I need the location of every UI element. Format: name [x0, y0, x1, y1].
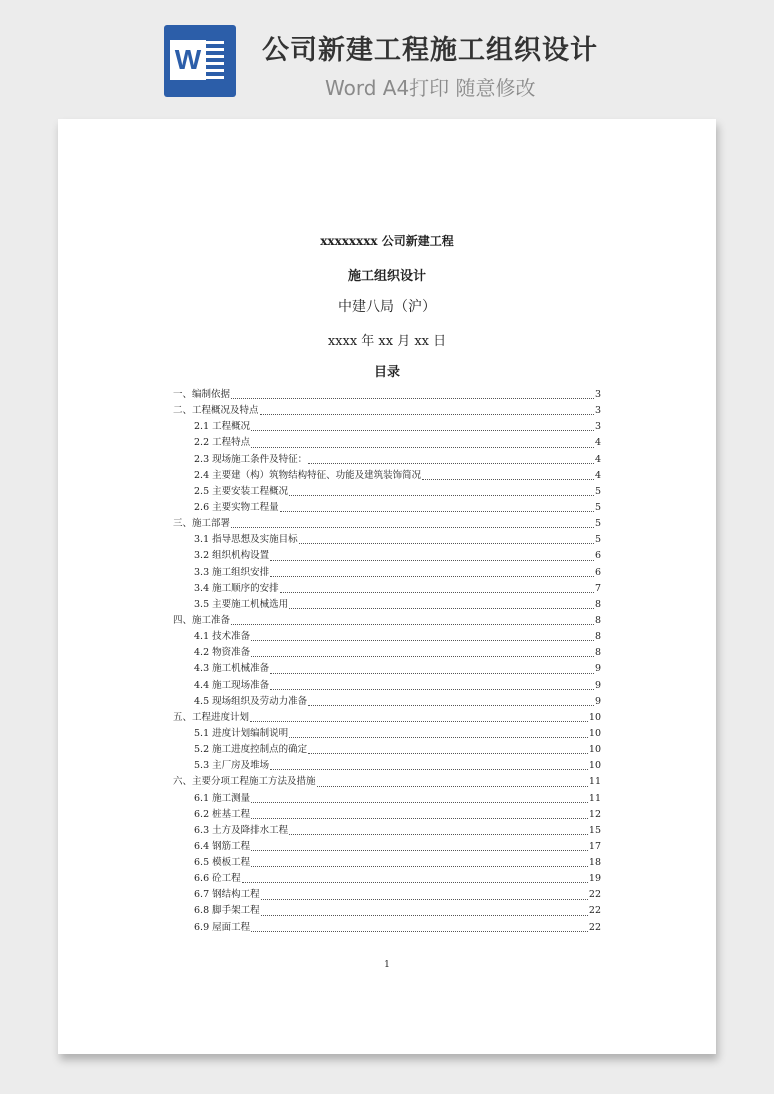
toc-entry-page: 5	[594, 485, 601, 497]
toc-entry[interactable]	[173, 807, 601, 823]
toc-heading: 目录	[373, 365, 400, 380]
toc-entry-label: 2.5 主要安装工程概况	[194, 485, 289, 497]
toc-dot-leader	[231, 527, 594, 528]
toc-entry[interactable]	[173, 597, 601, 613]
toc-entry-label: 4.5 现场组织及劳动力准备	[194, 695, 308, 707]
toc-entry-page: 4	[594, 469, 601, 481]
toc-dot-leader	[308, 705, 594, 706]
toc-entry-label: 3.1 指导思想及实施目标	[194, 534, 298, 546]
toc-entry-page: 3	[594, 405, 601, 417]
toc-entry-label: 三、施工部署	[173, 518, 231, 530]
toc-entry-page: 17	[588, 840, 601, 852]
toc-dot-leader	[251, 640, 594, 641]
toc-dot-leader	[270, 689, 594, 690]
toc-entry[interactable]	[173, 419, 601, 435]
toc-dot-leader	[270, 673, 594, 674]
toc-entry-label: 六、主要分项工程施工方法及措施	[173, 776, 316, 788]
toc-entry-page: 3	[594, 388, 601, 400]
toc-entry[interactable]	[173, 742, 601, 758]
toc-entry[interactable]	[173, 839, 601, 855]
toc-entry-label: 4.3 施工机械准备	[194, 663, 270, 675]
toc-entry-label: 4.2 物资准备	[194, 647, 251, 659]
toc-entry[interactable]	[173, 565, 601, 581]
toc-dot-leader	[251, 656, 594, 657]
toc-entry-page: 4	[594, 437, 601, 449]
toc-entry-page: 3	[594, 421, 601, 433]
toc-entry-page: 10	[588, 727, 601, 739]
toc-entry-page: 10	[588, 744, 601, 756]
toc-entry-page: 4	[594, 453, 601, 465]
toc-dot-leader	[251, 866, 588, 867]
toc-entry[interactable]	[173, 694, 601, 710]
toc-entry-label: 四、施工准备	[173, 614, 231, 626]
toc-entry-page: 22	[588, 921, 601, 933]
toc-entry-page: 22	[588, 905, 601, 917]
toc-entry-page: 8	[594, 614, 601, 626]
toc-entry-label: 2.4 主要建（构）筑物结构特征、功能及建筑装饰简况	[194, 469, 422, 481]
toc-entry-label: 6.5 模板工程	[194, 857, 251, 869]
toc-dot-leader	[308, 463, 594, 464]
toc-dot-leader	[251, 931, 588, 932]
toc-dot-leader	[251, 850, 588, 851]
toc-dot-leader	[251, 802, 588, 803]
toc-entry-label: 5.2 施工进度控制点的确定	[194, 744, 308, 756]
toc-entry-label: 3.5 主要施工机械选用	[194, 598, 289, 610]
toc-entry-page: 19	[588, 873, 601, 885]
toc-entry-label: 6.4 钢筋工程	[194, 840, 251, 852]
toc-entry-label: 5.3 主厂房及堆场	[194, 760, 270, 772]
toc-entry[interactable]	[173, 774, 601, 790]
toc-entry-page: 8	[594, 631, 601, 643]
doc-date: xxxx 年 xx 月 xx 日	[327, 334, 447, 349]
toc-entry-page: 18	[588, 857, 601, 869]
toc-entry-page: 11	[588, 776, 601, 788]
toc-dot-leader	[289, 737, 588, 738]
toc-entry[interactable]	[173, 435, 601, 451]
banner-title: 公司新建工程施工组织设计	[262, 35, 598, 66]
toc-entry-page: 9	[594, 663, 601, 675]
toc-dot-leader	[260, 414, 594, 415]
toc-entry-label: 一、编制依据	[173, 388, 231, 400]
toc-entry-label: 3.3 施工组织安排	[194, 566, 270, 578]
word-icon-letter: W	[170, 40, 206, 80]
toc-dot-leader	[250, 721, 588, 722]
toc-dot-leader	[231, 624, 594, 625]
toc-entry-page: 15	[588, 824, 601, 836]
toc-entry[interactable]	[173, 904, 601, 920]
toc-dot-leader	[280, 511, 594, 512]
toc-entry[interactable]	[173, 726, 601, 742]
toc-entry-label: 3.2 组织机构设置	[194, 550, 270, 562]
toc-dot-leader	[422, 479, 594, 480]
toc-entry-label: 6.6 砼工程	[194, 873, 241, 885]
toc-entry-label: 6.2 桩基工程	[194, 808, 251, 820]
toc-entry[interactable]	[173, 871, 601, 887]
toc-entry-label: 6.9 屋面工程	[194, 921, 251, 933]
toc-entry[interactable]	[173, 710, 601, 726]
toc-entry[interactable]	[173, 468, 601, 484]
table-of-contents	[173, 387, 601, 936]
toc-dot-leader	[261, 899, 588, 900]
toc-dot-leader	[242, 882, 588, 883]
toc-entry-page: 5	[594, 518, 601, 530]
page-number: 1	[384, 960, 390, 970]
toc-entry-page: 7	[594, 582, 601, 594]
toc-dot-leader	[289, 608, 594, 609]
toc-entry-page: 6	[594, 566, 601, 578]
toc-entry[interactable]	[173, 645, 601, 661]
toc-entry-page: 5	[594, 534, 601, 546]
banner-header	[0, 0, 774, 115]
toc-dot-leader	[270, 560, 594, 561]
toc-entry[interactable]	[173, 613, 601, 629]
document-page	[58, 119, 716, 1054]
toc-entry-page: 11	[588, 792, 601, 804]
toc-entry-label: 二、工程概况及特点	[173, 405, 259, 417]
toc-entry[interactable]	[173, 887, 601, 903]
toc-entry-label: 2.3 现场施工条件及特征：	[194, 453, 308, 465]
banner-subtitle: Word A4打印 随意修改	[325, 76, 536, 100]
doc-company-line: xxxxxxxx 公司新建工程	[320, 234, 454, 248]
toc-dot-leader	[261, 915, 588, 916]
toc-entry-page: 22	[588, 889, 601, 901]
word-icon-lines	[204, 41, 224, 83]
toc-dot-leader	[251, 447, 594, 448]
toc-entry-label: 4.4 施工现场准备	[194, 679, 270, 691]
toc-entry-label: 五、工程进度计划	[173, 711, 250, 723]
toc-entry-page: 5	[594, 501, 601, 513]
toc-entry[interactable]	[173, 500, 601, 516]
toc-entry-page: 8	[594, 598, 601, 610]
toc-entry[interactable]	[173, 387, 601, 403]
toc-entry[interactable]	[173, 452, 601, 468]
toc-entry[interactable]	[173, 855, 601, 871]
toc-dot-leader	[317, 786, 588, 787]
toc-dot-leader	[251, 818, 588, 819]
toc-entry-page: 8	[594, 647, 601, 659]
toc-entry-label: 2.6 主要实物工程量	[194, 501, 279, 513]
toc-entry[interactable]	[173, 516, 601, 532]
toc-entry-label: 5.1 进度计划编制说明	[194, 727, 289, 739]
toc-entry-label: 2.1 工程概况	[194, 421, 251, 433]
toc-entry-page: 12	[588, 808, 601, 820]
toc-entry[interactable]	[173, 823, 601, 839]
toc-entry[interactable]	[173, 484, 601, 500]
toc-dot-leader	[289, 495, 594, 496]
toc-entry-label: 6.8 脚手架工程	[194, 905, 260, 917]
toc-entry-label: 4.1 技术准备	[194, 631, 251, 643]
toc-dot-leader	[251, 430, 594, 431]
toc-entry[interactable]	[173, 581, 601, 597]
toc-entry[interactable]	[173, 532, 601, 548]
toc-entry-page: 6	[594, 550, 601, 562]
doc-title: 施工组织设计	[347, 269, 426, 284]
toc-entry-label: 3.4 施工顺序的安排	[194, 582, 279, 594]
toc-entry[interactable]	[173, 629, 601, 645]
toc-entry[interactable]	[173, 758, 601, 774]
toc-entry[interactable]	[173, 548, 601, 564]
toc-entry[interactable]	[173, 791, 601, 807]
toc-entry-label: 2.2 工程特点	[194, 437, 251, 449]
toc-dot-leader	[289, 834, 588, 835]
toc-entry[interactable]	[173, 920, 601, 936]
toc-dot-leader	[280, 592, 594, 593]
word-icon	[164, 25, 236, 97]
doc-author: 中建八局（沪）	[338, 299, 436, 315]
toc-dot-leader	[270, 769, 588, 770]
toc-entry-page: 9	[594, 695, 601, 707]
toc-entry-label: 6.3 土方及降排水工程	[194, 824, 289, 836]
toc-dot-leader	[231, 398, 594, 399]
toc-entry[interactable]	[173, 661, 601, 677]
toc-dot-leader	[270, 576, 594, 577]
toc-entry-page: 9	[594, 679, 601, 691]
toc-entry[interactable]	[173, 678, 601, 694]
toc-entry-page: 10	[588, 711, 601, 723]
toc-dot-leader	[299, 543, 594, 544]
toc-entry-label: 6.1 施工测量	[194, 792, 251, 804]
toc-entry-page: 10	[588, 760, 601, 772]
toc-dot-leader	[308, 753, 588, 754]
toc-entry-label: 6.7 钢结构工程	[194, 889, 260, 901]
toc-entry[interactable]	[173, 403, 601, 419]
